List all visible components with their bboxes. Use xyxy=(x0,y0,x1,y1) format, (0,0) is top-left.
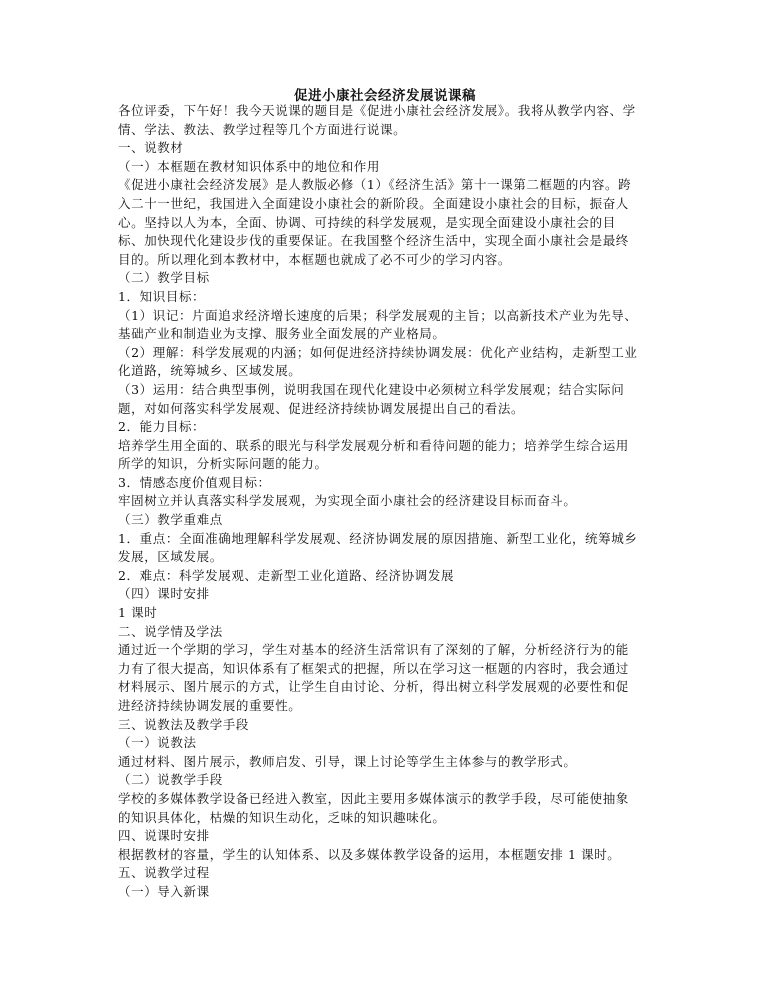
text-line: 二、说学情及学法 xyxy=(118,623,223,639)
text-line: 2．能力目标： xyxy=(118,419,206,435)
text-line: 的知识具体化，枯燥的知识生动化，乏味的知识趣味化。 xyxy=(118,809,446,825)
text-line: 《促进小康社会经济发展》是人教版必修（1）《经济生活》第十一课第二框题的内容。跨 xyxy=(118,177,632,193)
text-line: （一）本框题在教材知识体系中的地位和作用 xyxy=(118,158,381,174)
text-line: （3）运用：结合典型事例，说明我国在现代化建设中必须树立科学发展观；结合实际问 xyxy=(118,381,625,397)
text-line: 牢固树立并认真落实科学发展观，为实现全面小康社会的经济建设目标而奋斗。 xyxy=(118,493,577,509)
text-line: 根据教材的容量，学生的认知体系、以及多媒体教学设备的运用，本框题安排 1 课时。 xyxy=(118,846,621,862)
text-line: 情、学法、教法、教学过程等几个方面进行说课。 xyxy=(118,121,407,137)
text-line: 所学的知识，分析实际问题的能力。 xyxy=(118,456,328,472)
text-line: 心。坚持以人为本，全面、协调、可持续的科学发展观，是实现全面建设小康社会的目 xyxy=(118,214,616,230)
document-body xyxy=(118,102,658,902)
text-line: 1 课时 xyxy=(118,605,158,621)
text-line: 发展，区域发展。 xyxy=(118,549,223,565)
text-line: （二）说教学手段 xyxy=(118,772,223,788)
text-line: 标、加快现代化建设步伐的重要保证。在我国整个经济生活中，实现全面小康社会是最终 xyxy=(118,233,629,249)
text-line: 3．情感态度价值观目标： xyxy=(118,474,271,490)
text-line: 基础产业和制造业为支撑、服务业全面发展的产业格局。 xyxy=(118,326,446,342)
text-line: 通过近一个学期的学习，学生对基本的经济生活常识有了深刻的了解，分析经济行为的能 xyxy=(118,642,629,658)
text-line: （1）识记：片面追求经济增长速度的后果；科学发展观的主旨；以高新技术产业为先导、 xyxy=(118,307,638,323)
text-line: 学校的多媒体教学设备已经进入教室，因此主要用多媒体演示的教学手段，尽可能使抽象 xyxy=(118,790,629,806)
text-line: 各位评委，下午好！我今天说课的题目是《促进小康社会经济发展》。我将从教学内容、学 xyxy=(118,103,636,118)
text-line: 五、说教学过程 xyxy=(118,865,210,881)
text-line: 三、说教法及教学手段 xyxy=(118,716,250,732)
text-line: 化道路，统筹城乡、区域发展。 xyxy=(118,363,302,379)
text-line: 一、说教材 xyxy=(118,140,184,156)
text-line: （2）理解：科学发展观的内涵；如何促进经济持续协调发展：优化产业结构，走新型工业 xyxy=(118,344,638,360)
text-line: （一）说教法 xyxy=(118,735,197,751)
text-line: 培养学生用全面的、联系的眼光与科学发展观分析和看待问题的能力；培养学生综合运用 xyxy=(118,437,629,453)
text-line: 四、说课时安排 xyxy=(118,828,210,844)
text-line: 进经济持续协调发展的重要性。 xyxy=(118,698,302,713)
text-line: （二）教学目标 xyxy=(118,270,210,286)
text-line: 力有了很大提高，知识体系有了框架式的把握，所以在学习这一框题的内容时，我会通过 xyxy=(118,660,629,676)
text-line: 2．难点：科学发展观、走新型工业化道路、经济协调发展 xyxy=(118,567,455,583)
text-line: （三）教学重难点 xyxy=(118,512,223,528)
text-line: 1．重点：全面准确地理解科学发展观、经济协调发展的原因措施、新型工业化，统筹城乡 xyxy=(118,530,638,546)
text-line: 目的。所以理化到本教材中，本框题也就成了必不可少的学习内容。 xyxy=(118,251,512,267)
text-line: （一）导入新课 xyxy=(118,883,210,899)
text-line: （四）课时安排 xyxy=(118,586,210,602)
text-line: 1．知识目标： xyxy=(118,288,206,304)
text-line: 材料展示、图片展示的方式，让学生自由讨论、分析，得出树立科学发展观的必要性和促 xyxy=(118,679,629,695)
text-line: 通过材料、图片展示，教师启发、引导，课上讨论等学生主体参与的教学形式。 xyxy=(118,753,577,769)
text-line: 入二十一世纪，我国进入全面建设小康社会的新阶段。全面建设小康社会的目标，振奋人 xyxy=(118,195,629,211)
document-title: 促进小康社会经济发展说课稿 xyxy=(294,88,476,104)
text-line: 题，对如何落实科学发展观、促进经济持续协调发展提出自己的看法。 xyxy=(118,400,525,416)
